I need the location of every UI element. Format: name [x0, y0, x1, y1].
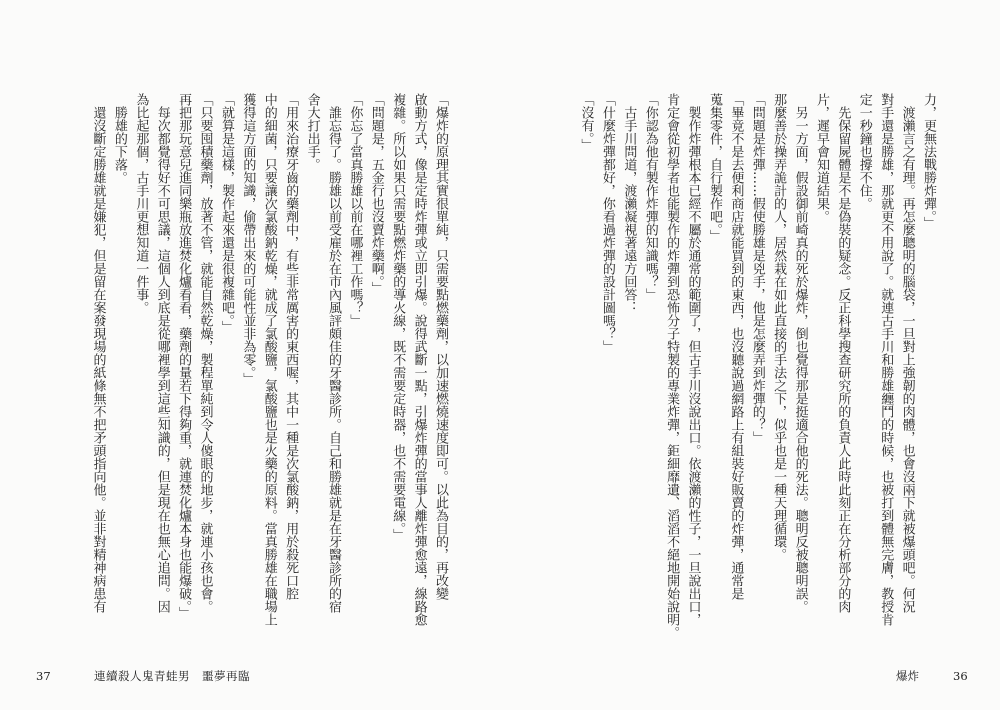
text-column: 「沒有。」 — [578, 93, 594, 152]
text-column: 「用來治療牙齒的藥劑中，有些非常厲害的東西喔，其中一種是次氯酸鈉，用於殺死口腔 — [283, 93, 299, 600]
text-column: 定一秒鐘也撐不住。 — [856, 93, 872, 210]
text-column: 複雜。所以如果只需要點燃炸藥的導火線，既不需要定時器，也不需要電線。」 — [390, 93, 406, 542]
text-column: 先保留屍體是不是偽裝的疑念。反正科學搜查研究所的負責人此時此刻正在分析部分的肉 — [835, 106, 851, 613]
text-column: 啟動方式，像是定時炸彈或立即引爆。說得武斷一點，引爆炸彈的當事人離炸彈愈遠，線路愈 — [411, 93, 427, 626]
text-column: 那麼善於操弄詭計的人，居然栽在如此直接的手法之下，似乎也是一種天理循環。 — [771, 93, 787, 561]
left-page-running-head: 連續殺人鬼青蛙男 噩夢再臨 — [94, 669, 250, 683]
text-column: 「畢竟不是去便利商店就能買到的東西，也沒聽說過網路上有組裝好販賣的炸彈，通常是 — [728, 93, 744, 600]
text-column: 還沒斷定勝雄就是嫌犯，但是留在案發現場的紙條無不把矛頭指向他。並非對精神病患有 — [90, 106, 106, 613]
text-column: 舍大打出手。 — [304, 93, 320, 171]
text-column: 對手還是勝雄，那就更不用說了。就連古手川和勝雄纏鬥的時候，也被打到體無完膚，教授肯 — [878, 93, 894, 626]
text-column: 「只要囤積藥劑，放著不管，就能自然乾燥，製程單純到令人傻眼的地步，就連小孩也會。 — [197, 93, 213, 613]
text-column: 「問題是炸彈……假使勝雄是兇手，他是怎麼弄到炸彈的？」 — [749, 93, 765, 444]
text-column: 再把那玩意兒進同樂瓶放進焚化爐看看，藥劑的量若下得夠重，就連焚化爐本身也能爆破。」 — [176, 93, 192, 620]
left-page-number: 37 — [36, 669, 51, 683]
right-page-body-text — [575, 93, 939, 645]
text-column: 誰忘得了。勝雄以前受雇於在市內風評頗佳的牙醫診所。自己和勝雄就是在牙醫診所的宿 — [325, 106, 341, 613]
text-column: 「爆炸的原理其實很單純，只需要點燃藥劑，以加速燃燒速度即可。以此為目的，再改變 — [433, 93, 448, 600]
left-page-body-text — [87, 93, 451, 645]
text-column: 獲得這方面的知識，偷帶出來的可能性並非為零。」 — [240, 93, 256, 386]
text-column: 「什麼炸彈都好，你看過炸彈的設計圖嗎？」 — [599, 93, 615, 353]
text-column: 「就算是這樣，製作起來還是很複雜吧。」 — [218, 93, 234, 334]
text-column: 為比起那個，古手川更想知道一件事。 — [133, 93, 149, 314]
right-page-running-head: 爆炸 — [896, 669, 919, 683]
text-column: 「你忘了當真勝雄以前在哪裡工作嗎？」 — [347, 93, 363, 327]
text-column: 每次都覺得好不可思議，這個人到底是從哪裡學到這些知識的，但是現在也無心追問。因 — [154, 106, 170, 613]
text-column: 另一方面，假設御前崎真的死於爆炸，倒也覺得那是挺適合他的死法。聰明反被聰明誤。 — [792, 106, 808, 613]
text-column: 「你認為他有製作炸彈的知識嗎？」 — [642, 93, 658, 301]
text-column: 蒐集零件，自行製作吧。」 — [706, 93, 722, 243]
text-column: 「問題是，五金行也沒賣炸藥啊。」 — [368, 93, 384, 295]
text-column: 力，更無法戰勝炸彈。」 — [921, 93, 936, 230]
text-column: 肯定會從初學者也能製作的炸彈到恐怖分子特製的專業炸彈，鉅細靡遺、滔滔不絕地開始說明。 — [664, 93, 680, 639]
right-page-number: 36 — [953, 669, 968, 683]
text-column: 渡瀨言之有理。再怎麼聰明的腦袋，一旦對上強韌的肉體，也會沒兩下就被爆頭吧。何況 — [899, 106, 915, 613]
text-column: 片，遲早會知道結果。 — [813, 93, 829, 223]
text-column: 勝雄的下落。 — [111, 106, 127, 184]
text-column: 中的細菌，只要讓次氯酸鈉乾燥，就成了氯酸鹽，氯酸鹽也是火藥的原料。當真勝雄在職場上 — [261, 93, 277, 626]
text-column: 古手川問道，渡瀨凝視著遠方回答： — [621, 106, 637, 314]
text-column: 製作炸彈根本已經不屬於通常的範圍了，但古手川沒說出口。依渡瀨的性子，一旦說出口， — [685, 106, 701, 626]
